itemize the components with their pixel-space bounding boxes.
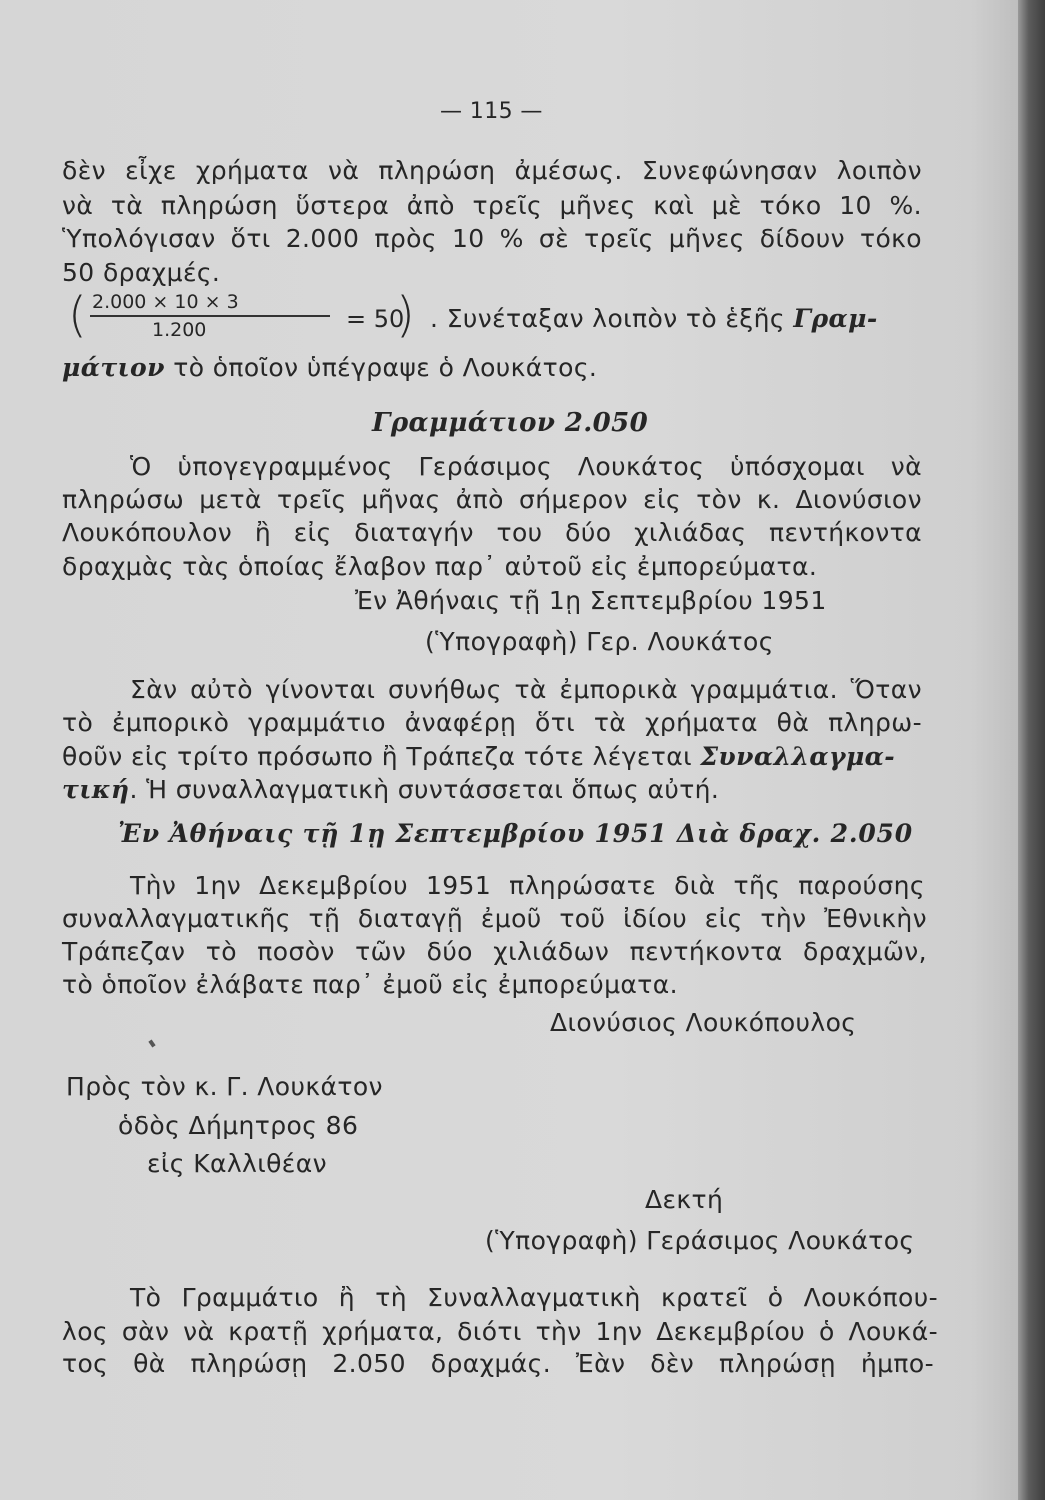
closing-line: τος θὰ πληρώσῃ 2.050 δραχμάς. Ἐὰν δὲν πληρώσῃ ἠμπο- xyxy=(62,1349,934,1378)
explain-line: θοῦν εἰς τρίτο πρόσωπο ἢ Τράπεζα τότε λέγεται Συναλλαγμα- xyxy=(62,742,896,771)
formula-denominator: 1.200 xyxy=(152,319,207,341)
drawer-signature: Διονύσιος Λουκόπουλος xyxy=(550,1008,857,1037)
bill-line: τὸ ὁποῖον ἐλάβατε παρ᾽ ἐμοῦ εἰς ἐμπορεύματα. xyxy=(62,970,678,999)
explain-line: τική. Ἡ συναλλαγματικὴ συντάσσεται ὅπως αὐτή. xyxy=(62,775,720,804)
acceptor-signature: (Ὑπογραφὴ) Γεράσιμος Λουκάτος xyxy=(485,1226,915,1255)
explain-line: τὸ ἐμπορικὸ γραμμάτιο ἀναφέρῃ ὅτι τὰ χρήματα θὰ πληρω- xyxy=(62,708,922,737)
address-line: ὁδὸς Δήμητρος 86 xyxy=(118,1111,359,1140)
intro-line: 50 δραχμές. xyxy=(62,258,221,287)
promissory-heading: Γραμμάτιον 2.050 xyxy=(372,408,649,438)
address-line: εἰς Καλλιθέαν xyxy=(147,1149,327,1178)
promissory-line: Λουκόπουλον ἢ εἰς διαταγήν του δύο χιλιάδας πεντήκοντα xyxy=(62,518,922,547)
formula-open-paren: ( xyxy=(68,287,87,343)
fraction-bar xyxy=(90,315,330,317)
closing-line: λος σὰν νὰ κρατῇ χρήματα, διότι τὴν 1ην Δεκεμβρίου ὁ Λουκά- xyxy=(62,1317,938,1346)
formula-result: = 50 xyxy=(346,305,405,333)
explain-line: Σὰν αὐτὸ γίνονται συνήθως τὰ ἐμπορικὰ γραμμάτια. Ὅταν xyxy=(130,675,922,704)
intro-line: νὰ τὰ πληρώση ὕστερα ἀπὸ τρεῖς μῆνες καὶ μὲ τόκο 10 %. xyxy=(62,191,922,220)
address-line: Πρὸς τὸν κ. Γ. Λουκάτον xyxy=(66,1072,383,1101)
page-number: — 115 — xyxy=(440,99,543,124)
intro-line: δὲν εἶχε χρήματα νὰ πληρώση ἀμέσως. Συνεφώνησαν λοιπὸν xyxy=(62,156,922,185)
promissory-line: πληρώσω μετὰ τρεῖς μῆνας ἀπὸ σήμερον εἰς τὸν κ. Διονύσιον xyxy=(62,485,922,514)
promissory-signature: (Ὑπογραφὴ) Γερ. Λουκάτος xyxy=(425,627,774,656)
bill-line: Τὴν 1ην Δεκεμβρίου 1951 πληρώσατε διὰ τῆς παρούσης xyxy=(130,871,925,900)
bill-heading: Ἐν Ἀθήναις τῇ 1ῃ Σεπτεμβρίου 1951 Διὰ δραχ. 2.050 xyxy=(118,819,913,848)
formula-after-text: . Συνέταξαν λοιπὸν τὸ ἑξῆς Γραμ- xyxy=(430,304,878,333)
bill-line: Τράπεζαν τὸ ποσὸν τῶν δύο χιλιάδων πεντήκοντα δραχμῶν, xyxy=(62,937,927,966)
promissory-date: Ἐν Ἀθήναις τῇ 1ῃ Σεπτεμβρίου 1951 xyxy=(355,586,827,615)
intro-end-line: μάτιον τὸ ὁποῖον ὑπέγραψε ὁ Λουκάτος. xyxy=(62,353,598,382)
promissory-line: δραχμὰς τὰς ὁποίας ἔλαβον παρ᾽ αὐτοῦ εἰς ἐμπορεύματα. xyxy=(62,552,818,581)
formula-numerator: 2.000 × 10 × 3 xyxy=(92,291,239,313)
interest-formula xyxy=(66,287,415,354)
bill-line: συναλλαγματικῆς τῇ διαταγῇ ἐμοῦ τοῦ ἰδίου εἰς τὴν Ἐθνικὴν xyxy=(62,904,927,933)
paper-speck xyxy=(148,1039,155,1047)
closing-line: Τὸ Γραμμάτιο ἢ τὴ Συναλλαγματικὴ κρατεῖ ὁ Λουκόπου- xyxy=(130,1283,938,1312)
accepted-label: Δεκτή xyxy=(645,1185,724,1214)
page-edge xyxy=(1018,0,1045,1500)
promissory-line: Ὁ ὑπογεγραμμένος Γεράσιμος Λουκάτος ὑπόσχομαι νὰ xyxy=(130,452,922,481)
intro-line: Ὑπολόγισαν ὅτι 2.000 πρὸς 10 % σὲ τρεῖς μῆνες δίδουν τόκο xyxy=(62,224,922,253)
formula-close-paren: ) xyxy=(396,287,415,343)
